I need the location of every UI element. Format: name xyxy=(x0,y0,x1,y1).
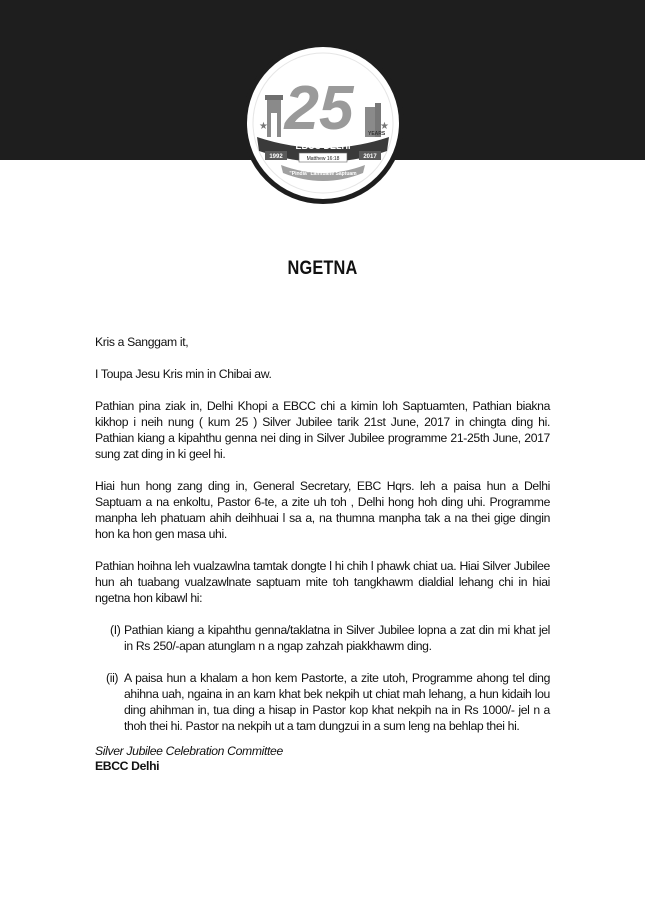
logo-verse: Matthew 16:18 xyxy=(306,156,340,162)
logo-year-right: 2017 xyxy=(363,154,377,160)
paragraph-3: Pathian hoihna leh vualzawlna tamtak dongte l hi chih l phawk chiat ua. Hiai Silver Jubilee hun ah tuabang vualzawlnate saptuam mite toh tangkhawm dialdial lehang chi in hiai ngetna hon kibawl hi: xyxy=(95,559,550,605)
letter-body xyxy=(95,334,550,734)
paragraph-2: Hiai hun hong zang ding in, General Secretary, EBC Hqrs. leh a paisa hun a Delhi Saptuam a na enkoltu, Pastor 6-te, a zite uh toh , Delhi hong hoh ding uhi. Programme manpha leh phatuam ahih deihhuai l sa a, na thumna manpha tak a na thei gige dingin hon ka hon gen masa uhi. xyxy=(95,479,550,541)
jubilee-logo-icon xyxy=(247,47,399,199)
page-title: NGETNA xyxy=(287,258,358,279)
logo-number: 25 xyxy=(284,74,354,143)
list-item xyxy=(106,670,550,734)
salutation: Kris a Sanggam it, xyxy=(95,335,189,349)
paragraph-1: Pathian pina ziak in, Delhi Khopi a EBCC chi a kimin loh Saptuamten, Pathian biakna kikhop i neih nung ( kum 25 ) Silver Jubilee tarik 21st June, 2017 in chingta ding hi. Pathian kiang a kipahthu genna nei ding in Silver Jubilee programme 21-25th June, 2017 sung zat ding in ki geel hi. xyxy=(95,399,550,461)
request-list xyxy=(95,622,550,734)
signature-committee: Silver Jubilee Celebration Committee xyxy=(95,744,283,758)
list-item-text: A paisa hun a khalam a hon kem Pastorte, a zite utoh, Programme ahong tel ding ahihna uah, ngaina in an kam khat bek nekpih ut chiat mah lehang, a hun kidaih lou ding ahihman in, tua ding a hisap in Pastor kop khat nekpih na in Rs 1000/- jel n a thoh thei hi. Pastor na nekpih ut a tam dungzui in a sum leng na behlap thei hi. xyxy=(124,671,550,733)
logo-emblem xyxy=(242,42,404,204)
greeting: I Toupa Jesu Kris min in Chibai aw. xyxy=(95,367,272,381)
list-marker: (ii) xyxy=(106,671,119,685)
svg-text:★: ★ xyxy=(259,121,268,132)
logo-badge: YEARS xyxy=(368,131,386,137)
logo-name: EBCC DELHI xyxy=(295,141,351,151)
list-item-text: Pathian kiang a kipahthu genna/taklatna in Silver Jubilee lopna a zat din mi khat jel in Rs 250/-apan atunglam n a ngap zahzah piakkhawm ding. xyxy=(124,623,550,653)
logo-year-left: 1992 xyxy=(269,154,283,160)
list-marker: (I) xyxy=(110,623,121,637)
list-item xyxy=(110,622,550,654)
logo-motto: "Pindia" Lamtuaite Saptuam xyxy=(289,171,357,177)
signature-block xyxy=(95,744,283,774)
svg-text:★: ★ xyxy=(380,121,389,132)
signature-org: EBCC Delhi xyxy=(95,759,160,773)
